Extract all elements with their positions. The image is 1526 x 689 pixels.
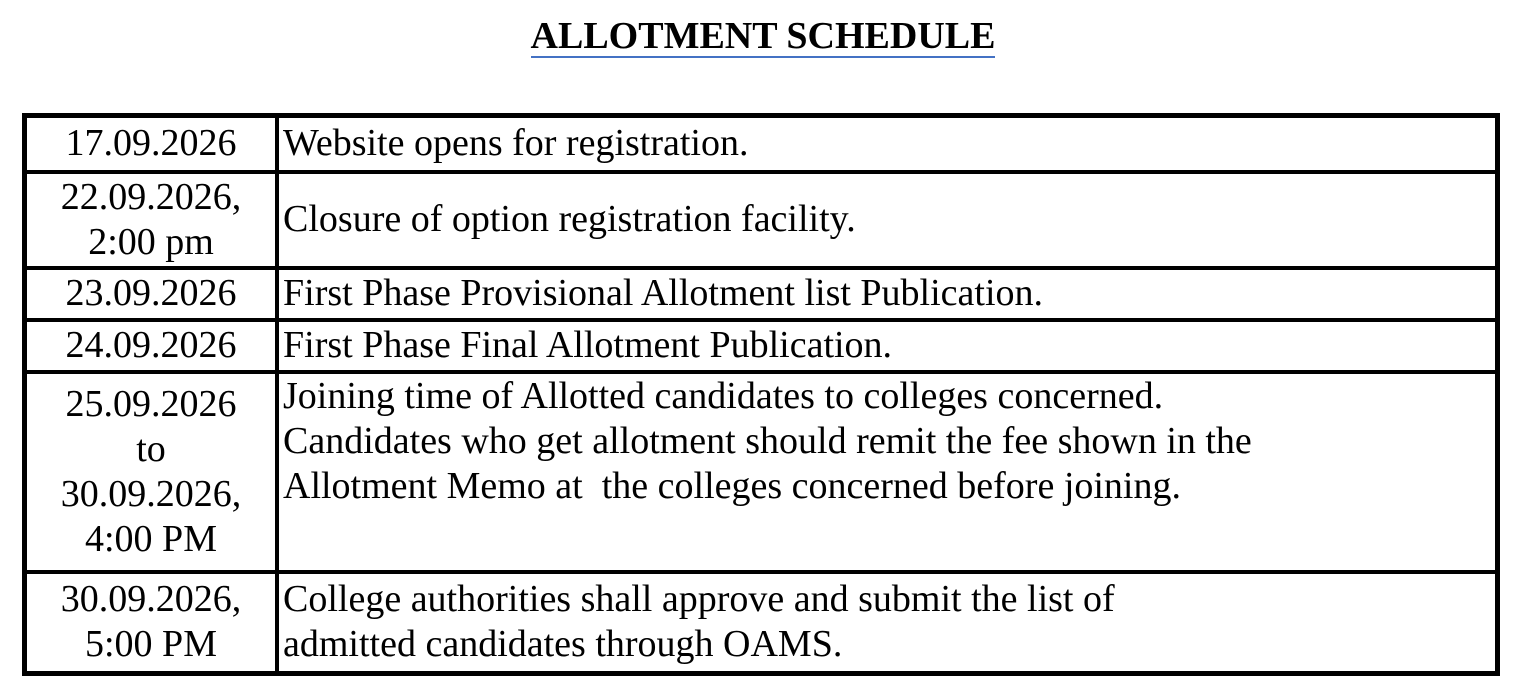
date-connector-text: to: [136, 427, 166, 470]
description-cell: [277, 116, 1498, 172]
date-cell: [25, 572, 278, 674]
table-row: [25, 172, 1498, 268]
date-text: 22.09.2026,: [60, 175, 242, 218]
description-text: First Phase Final Allotment Publication.: [283, 324, 893, 366]
page-title: [0, 12, 1526, 60]
description-cell: [277, 372, 1498, 572]
table-row: [25, 372, 1498, 572]
date-text: 17.09.2026: [65, 122, 237, 165]
page-title-text: ALLOTMENT SCHEDULE: [531, 12, 996, 58]
table-row: [25, 116, 1498, 172]
table-row: [25, 268, 1498, 320]
description-text: College authorities shall approve and submit the list of: [283, 578, 1115, 621]
description-text: Website opens for registration.: [283, 122, 749, 165]
description-text: Candidates who get allotment should remit the fee shown in the: [283, 419, 1252, 462]
date-text: 30.09.2026,: [60, 472, 242, 515]
time-text: 2:00 pm: [88, 220, 214, 263]
description-text: First Phase Provisional Allotment list Publication.: [283, 272, 1044, 314]
date-text: 30.09.2026,: [60, 578, 242, 621]
description-cell: [277, 268, 1498, 320]
date-cell: [25, 116, 278, 172]
time-text: 5:00 PM: [85, 623, 217, 666]
description-cell: [277, 572, 1498, 674]
schedule-table: [22, 113, 1500, 676]
date-cell: [25, 372, 278, 572]
date-cell: [25, 268, 278, 320]
date-text: 25.09.2026: [65, 382, 237, 425]
description-text: Joining time of Allotted candidates to colleges concerned.: [283, 374, 1164, 417]
date-text: 23.09.2026: [65, 272, 237, 314]
description-text: Closure of option registration facility.: [283, 198, 856, 240]
description-text: admitted candidates through OAMS.: [283, 623, 843, 666]
description-text: Allotment Memo at the colleges concerned before joining.: [283, 464, 1181, 507]
description-cell: [277, 172, 1498, 268]
description-cell: [277, 320, 1498, 372]
time-text: 4:00 PM: [85, 517, 217, 560]
date-cell: [25, 172, 278, 268]
date-cell: [25, 320, 278, 372]
date-text: 24.09.2026: [65, 324, 237, 366]
table-row: [25, 320, 1498, 372]
table-row: [25, 572, 1498, 674]
